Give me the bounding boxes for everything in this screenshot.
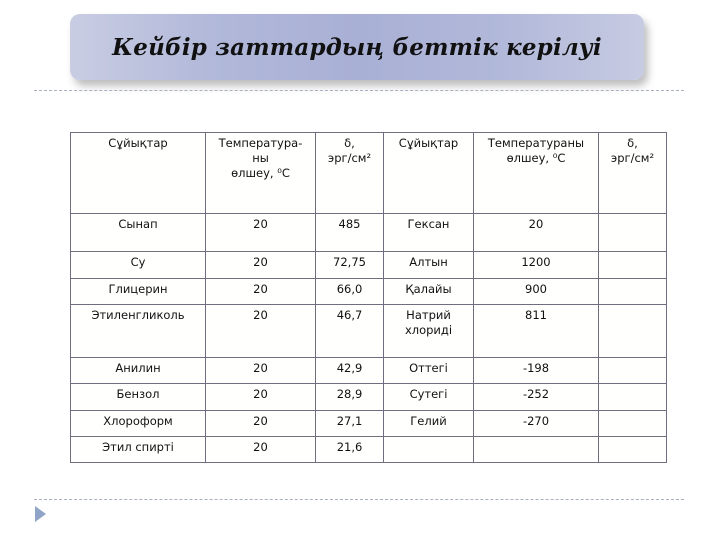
cell-temp: 20: [474, 214, 599, 252]
cell-delta: [599, 305, 667, 358]
cell-delta: 72,75: [316, 252, 384, 279]
table-row: [71, 411, 667, 437]
cell-delta: 485: [316, 214, 384, 252]
cell-liquid: Су: [71, 252, 206, 279]
cell-delta: 27,1: [316, 411, 384, 437]
cell-temp: 20: [206, 437, 316, 463]
cell-liquid: Қалайы: [384, 279, 474, 305]
cell-delta: 46,7: [316, 305, 384, 358]
header-delta-2: δ, эрг/см²: [599, 133, 667, 214]
cell-delta: [599, 411, 667, 437]
header-liquid-2: Сұйықтар: [384, 133, 474, 214]
table-row: [71, 305, 667, 358]
header-temp-2: Температураны өлшеу, ⁰С: [474, 133, 599, 214]
title-banner: [70, 14, 644, 80]
cell-liquid: [384, 437, 474, 463]
table-row: [71, 279, 667, 305]
cell-delta: [599, 252, 667, 279]
cell-temp: 20: [206, 279, 316, 305]
cell-temp: 1200: [474, 252, 599, 279]
cell-liquid: Гелий: [384, 411, 474, 437]
cell-liquid: Оттегі: [384, 358, 474, 384]
cell-delta: [599, 384, 667, 411]
top-divider: [34, 90, 684, 91]
cell-liquid: Гексан: [384, 214, 474, 252]
play-arrow-icon[interactable]: [35, 506, 46, 522]
cell-delta: [599, 279, 667, 305]
cell-delta: [599, 214, 667, 252]
table-row: [71, 437, 667, 463]
cell-temp: -252: [474, 384, 599, 411]
cell-liquid: Глицерин: [71, 279, 206, 305]
cell-temp: [474, 437, 599, 463]
cell-delta: 21,6: [316, 437, 384, 463]
cell-liquid: Бензол: [71, 384, 206, 411]
cell-liquid: Сынап: [71, 214, 206, 252]
cell-delta: 66,0: [316, 279, 384, 305]
surface-tension-table: [70, 132, 667, 463]
cell-temp: 20: [206, 252, 316, 279]
cell-temp: 811: [474, 305, 599, 358]
table-header-row: [71, 133, 667, 214]
slide-title: Кейбір заттардың беттік керілуі: [112, 34, 602, 61]
cell-temp: 20: [206, 214, 316, 252]
header-liquid-1: Сұйықтар: [71, 133, 206, 214]
header-delta-1: δ, эрг/см²: [316, 133, 384, 214]
cell-delta: [599, 437, 667, 463]
header-temp-1: Температура- ны өлшеу, ⁰С: [206, 133, 316, 214]
table-row: [71, 252, 667, 279]
cell-liquid: Хлороформ: [71, 411, 206, 437]
cell-delta: [599, 358, 667, 384]
cell-liquid: Этил спирті: [71, 437, 206, 463]
cell-liquid: Анилин: [71, 358, 206, 384]
cell-temp: -270: [474, 411, 599, 437]
cell-temp: 20: [206, 358, 316, 384]
cell-liquid: Этиленгликоль: [71, 305, 206, 358]
cell-temp: 900: [474, 279, 599, 305]
cell-temp: -198: [474, 358, 599, 384]
cell-temp: 20: [206, 384, 316, 411]
cell-liquid: Натрий хлориді: [384, 305, 474, 358]
cell-temp: 20: [206, 411, 316, 437]
cell-delta: 42,9: [316, 358, 384, 384]
cell-temp: 20: [206, 305, 316, 358]
cell-liquid: Сутегі: [384, 384, 474, 411]
table-row: [71, 384, 667, 411]
cell-liquid: Алтын: [384, 252, 474, 279]
bottom-divider: [34, 499, 684, 500]
table-row: [71, 214, 667, 252]
table-row: [71, 358, 667, 384]
cell-delta: 28,9: [316, 384, 384, 411]
